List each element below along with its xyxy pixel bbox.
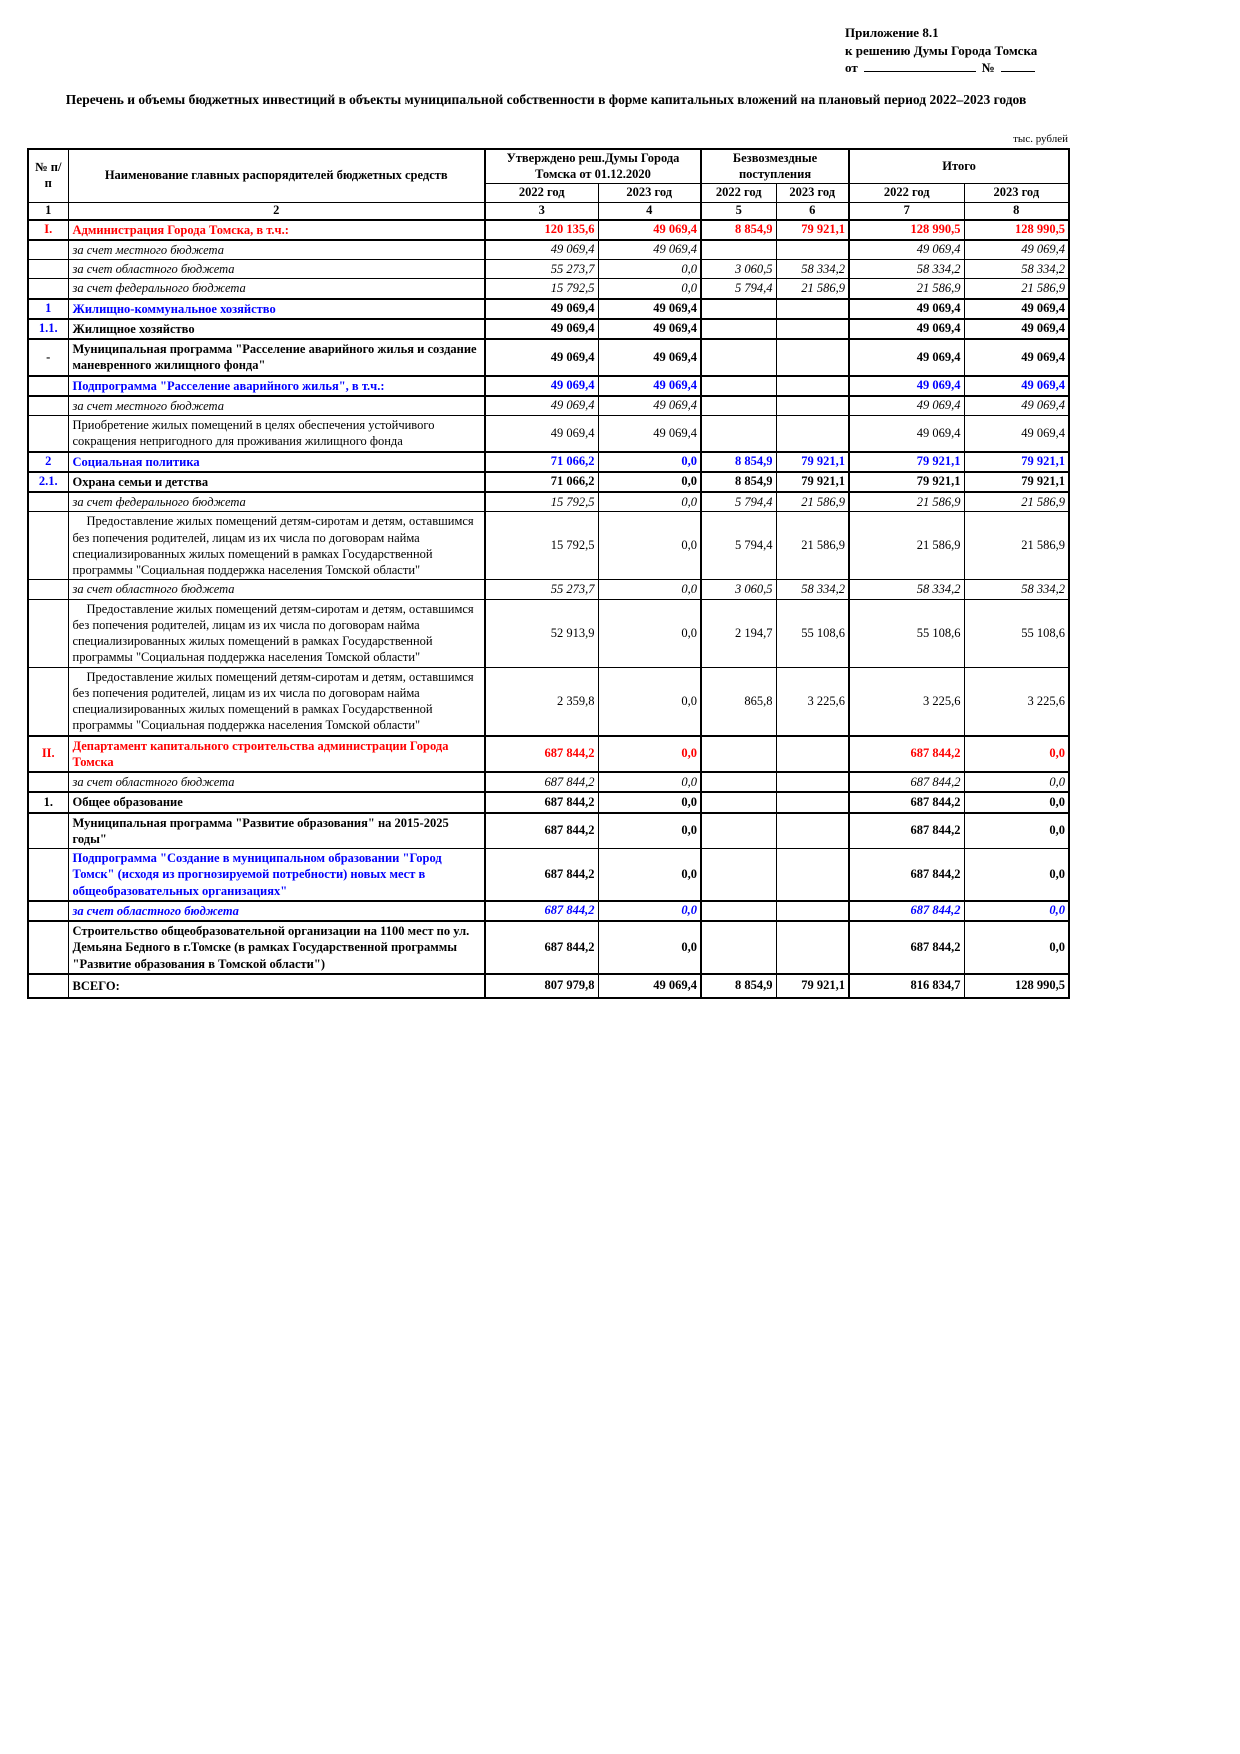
value-cell: 49 069,4 xyxy=(964,339,1069,376)
value-cell: 0,0 xyxy=(598,901,701,921)
value-cell: 0,0 xyxy=(598,772,701,792)
row-number-cell: 1.1. xyxy=(28,319,68,339)
units-note: тыс. рублей xyxy=(1013,133,1068,145)
table-header xyxy=(28,149,1069,220)
value-cell: 687 844,2 xyxy=(485,849,598,901)
value-cell: 79 921,1 xyxy=(776,974,849,998)
value-cell: 0,0 xyxy=(964,772,1069,792)
budget-investments-table xyxy=(27,148,1070,999)
table-row xyxy=(28,260,1069,279)
value-cell: 5 794,4 xyxy=(701,279,776,299)
value-cell: 687 844,2 xyxy=(485,736,598,773)
value-cell xyxy=(701,240,776,260)
value-cell: 15 792,5 xyxy=(485,512,598,580)
row-name-cell: за счет федерального бюджета xyxy=(68,492,485,512)
header-year: 2023 год xyxy=(776,184,849,203)
from-label: от xyxy=(845,60,858,76)
value-cell xyxy=(701,339,776,376)
table-row xyxy=(28,416,1069,452)
value-cell: 687 844,2 xyxy=(485,792,598,812)
header-col-num: № п/п xyxy=(28,149,68,202)
value-cell: 21 586,9 xyxy=(964,512,1069,580)
row-number-cell xyxy=(28,901,68,921)
value-cell: 49 069,4 xyxy=(485,396,598,416)
value-cell: 79 921,1 xyxy=(776,472,849,492)
value-cell: 687 844,2 xyxy=(485,921,598,974)
value-cell: 687 844,2 xyxy=(849,772,964,792)
value-cell: 687 844,2 xyxy=(485,901,598,921)
value-cell: 0,0 xyxy=(598,279,701,299)
value-cell: 128 990,5 xyxy=(964,220,1069,240)
row-number-cell xyxy=(28,599,68,667)
value-cell xyxy=(701,813,776,849)
value-cell: 0,0 xyxy=(598,792,701,812)
value-cell: 0,0 xyxy=(598,849,701,901)
value-cell: 49 069,4 xyxy=(485,240,598,260)
row-name-cell: Социальная политика xyxy=(68,452,485,472)
value-cell: 55 273,7 xyxy=(485,580,598,599)
value-cell: 58 334,2 xyxy=(849,580,964,599)
header-year: 2023 год xyxy=(598,184,701,203)
row-name-cell: Приобретение жилых помещений в целях обеспечения устойчивого сокращения непригодного для проживания жилищного фонда xyxy=(68,416,485,452)
value-cell: 49 069,4 xyxy=(964,240,1069,260)
value-cell: 49 069,4 xyxy=(849,299,964,319)
value-cell: 0,0 xyxy=(598,452,701,472)
column-number: 7 xyxy=(849,202,964,219)
value-cell: 49 069,4 xyxy=(485,376,598,396)
value-cell: 0,0 xyxy=(598,512,701,580)
value-cell: 865,8 xyxy=(701,667,776,736)
value-cell: 49 069,4 xyxy=(485,416,598,452)
column-number: 5 xyxy=(701,202,776,219)
value-cell: 71 066,2 xyxy=(485,452,598,472)
value-cell xyxy=(776,299,849,319)
value-cell xyxy=(701,792,776,812)
value-cell: 55 108,6 xyxy=(964,599,1069,667)
row-name-cell: Охрана семьи и детства xyxy=(68,472,485,492)
header-col-name: Наименование главных распорядителей бюджетных средств xyxy=(68,149,485,202)
table-row xyxy=(28,974,1069,998)
row-name-cell: Муниципальная программа "Расселение аварийного жилья и создание маневренного жилищного фонда" xyxy=(68,339,485,376)
value-cell: 687 844,2 xyxy=(849,921,964,974)
value-cell xyxy=(701,921,776,974)
row-name-cell: за счет областного бюджета xyxy=(68,260,485,279)
value-cell: 5 794,4 xyxy=(701,512,776,580)
row-name-cell: Департамент капитального строительства администрации Города Томска xyxy=(68,736,485,773)
row-name-cell: Жилищно-коммунальное хозяйство xyxy=(68,299,485,319)
column-number: 8 xyxy=(964,202,1069,219)
value-cell: 49 069,4 xyxy=(849,319,964,339)
row-number-cell xyxy=(28,772,68,792)
value-cell: 55 273,7 xyxy=(485,260,598,279)
row-name-cell: Муниципальная программа "Развитие образования" на 2015-2025 годы" xyxy=(68,813,485,849)
value-cell: 49 069,4 xyxy=(598,319,701,339)
row-number-cell xyxy=(28,396,68,416)
value-cell: 49 069,4 xyxy=(849,376,964,396)
row-number-cell xyxy=(28,667,68,736)
value-cell: 79 921,1 xyxy=(964,452,1069,472)
value-cell: 79 921,1 xyxy=(964,472,1069,492)
table-row xyxy=(28,901,1069,921)
value-cell xyxy=(701,376,776,396)
header-group-total: Итого xyxy=(849,149,1069,184)
row-name-cell: Администрация Города Томска, в т.ч.: xyxy=(68,220,485,240)
header-year: 2023 год xyxy=(964,184,1069,203)
row-name-cell: за счет местного бюджета xyxy=(68,396,485,416)
row-name-cell: Предоставление жилых помещений детям-сиротам и детям, оставшимся без попечения родителей, лицам из их числа по договорам найма специализированных жилых помещений в рамках Государственной программы "Социальная поддержка населения Томской области" xyxy=(68,599,485,667)
value-cell: 55 108,6 xyxy=(776,599,849,667)
row-number-cell xyxy=(28,376,68,396)
row-number-cell xyxy=(28,512,68,580)
value-cell xyxy=(701,416,776,452)
value-cell: 807 979,8 xyxy=(485,974,598,998)
value-cell: 49 069,4 xyxy=(485,299,598,319)
row-name-cell: за счет федерального бюджета xyxy=(68,279,485,299)
row-number-cell xyxy=(28,240,68,260)
table-row xyxy=(28,452,1069,472)
value-cell: 58 334,2 xyxy=(849,260,964,279)
value-cell: 2 359,8 xyxy=(485,667,598,736)
value-cell: 79 921,1 xyxy=(849,472,964,492)
header-year: 2022 год xyxy=(849,184,964,203)
row-number-cell xyxy=(28,416,68,452)
row-number-cell xyxy=(28,580,68,599)
value-cell: 687 844,2 xyxy=(849,792,964,812)
value-cell: 687 844,2 xyxy=(485,813,598,849)
value-cell: 49 069,4 xyxy=(964,299,1069,319)
value-cell: 120 135,6 xyxy=(485,220,598,240)
value-cell: 687 844,2 xyxy=(849,849,964,901)
value-cell: 3 225,6 xyxy=(776,667,849,736)
value-cell: 21 586,9 xyxy=(849,492,964,512)
value-cell: 0,0 xyxy=(598,813,701,849)
row-name-cell: за счет областного бюджета xyxy=(68,901,485,921)
row-number-cell: 1. xyxy=(28,792,68,812)
value-cell: 21 586,9 xyxy=(964,279,1069,299)
date-blank-line xyxy=(864,59,976,72)
value-cell xyxy=(776,339,849,376)
value-cell: 49 069,4 xyxy=(598,299,701,319)
value-cell xyxy=(701,849,776,901)
table-row xyxy=(28,472,1069,492)
row-number-cell: II. xyxy=(28,736,68,773)
column-number: 6 xyxy=(776,202,849,219)
table-row xyxy=(28,396,1069,416)
value-cell xyxy=(776,849,849,901)
header-year: 2022 год xyxy=(485,184,598,203)
value-cell: 21 586,9 xyxy=(776,279,849,299)
value-cell: 8 854,9 xyxy=(701,452,776,472)
column-number: 4 xyxy=(598,202,701,219)
table-row xyxy=(28,376,1069,396)
row-number-cell: 2.1. xyxy=(28,472,68,492)
appendix-block xyxy=(845,24,1037,77)
value-cell: 49 069,4 xyxy=(598,240,701,260)
value-cell: 128 990,5 xyxy=(964,974,1069,998)
value-cell: 21 586,9 xyxy=(849,279,964,299)
row-number-cell xyxy=(28,974,68,998)
appendix-line3 xyxy=(845,59,1037,77)
value-cell: 2 194,7 xyxy=(701,599,776,667)
row-number-cell: I. xyxy=(28,220,68,240)
row-number-cell xyxy=(28,492,68,512)
table-row xyxy=(28,339,1069,376)
value-cell: 49 069,4 xyxy=(849,240,964,260)
value-cell: 49 069,4 xyxy=(598,376,701,396)
value-cell: 0,0 xyxy=(598,736,701,773)
row-name-cell: за счет местного бюджета xyxy=(68,240,485,260)
table-row xyxy=(28,772,1069,792)
value-cell: 816 834,7 xyxy=(849,974,964,998)
row-name-cell: ВСЕГО: xyxy=(68,974,485,998)
table-row xyxy=(28,921,1069,974)
value-cell: 0,0 xyxy=(598,667,701,736)
table-row xyxy=(28,813,1069,849)
value-cell: 0,0 xyxy=(598,472,701,492)
header-group-gratuitous: Безвозмездные поступления xyxy=(701,149,849,184)
table-row xyxy=(28,667,1069,736)
value-cell: 79 921,1 xyxy=(776,452,849,472)
table-row xyxy=(28,279,1069,299)
value-cell: 49 069,4 xyxy=(964,319,1069,339)
value-cell: 3 225,6 xyxy=(849,667,964,736)
row-number-cell xyxy=(28,921,68,974)
page-title: Перечень и объемы бюджетных инвестиций в объекты муниципальной собственности в форме капитальных вложений на плановый период 2022–2023 годов xyxy=(65,92,1027,107)
value-cell xyxy=(776,901,849,921)
column-number: 1 xyxy=(28,202,68,219)
header-group-approved: Утверждено реш.Думы Города Томска от 01.12.2020 xyxy=(485,149,701,184)
table-row xyxy=(28,220,1069,240)
value-cell: 0,0 xyxy=(964,813,1069,849)
value-cell: 0,0 xyxy=(598,260,701,279)
value-cell: 55 108,6 xyxy=(849,599,964,667)
value-cell: 0,0 xyxy=(598,492,701,512)
value-cell: 3 060,5 xyxy=(701,260,776,279)
row-name-cell: за счет областного бюджета xyxy=(68,772,485,792)
value-cell xyxy=(776,921,849,974)
value-cell: 0,0 xyxy=(598,580,701,599)
value-cell xyxy=(701,772,776,792)
value-cell: 49 069,4 xyxy=(849,396,964,416)
table-row xyxy=(28,849,1069,901)
table-row xyxy=(28,240,1069,260)
value-cell: 71 066,2 xyxy=(485,472,598,492)
value-cell: 0,0 xyxy=(598,921,701,974)
table-row xyxy=(28,792,1069,812)
value-cell: 49 069,4 xyxy=(598,220,701,240)
value-cell xyxy=(776,319,849,339)
value-cell: 687 844,2 xyxy=(849,736,964,773)
row-name-cell: Предоставление жилых помещений детям-сиротам и детям, оставшимся без попечения родителей, лицам из их числа по договорам найма специализированных жилых помещений в рамках Государственной программы "Социальная поддержка населения Томской области" xyxy=(68,512,485,580)
value-cell: 58 334,2 xyxy=(964,260,1069,279)
value-cell: 687 844,2 xyxy=(849,813,964,849)
value-cell: 52 913,9 xyxy=(485,599,598,667)
row-name-cell: за счет областного бюджета xyxy=(68,580,485,599)
row-number-cell: 2 xyxy=(28,452,68,472)
value-cell: 21 586,9 xyxy=(776,512,849,580)
value-cell: 0,0 xyxy=(964,849,1069,901)
row-name-cell: Подпрограмма "Расселение аварийного жилья", в т.ч.: xyxy=(68,376,485,396)
value-cell: 0,0 xyxy=(964,901,1069,921)
value-cell: 49 069,4 xyxy=(964,396,1069,416)
value-cell: 0,0 xyxy=(964,792,1069,812)
row-name-cell: Жилищное хозяйство xyxy=(68,319,485,339)
value-cell: 21 586,9 xyxy=(849,512,964,580)
row-name-cell: Строительство общеобразовательной организации на 1100 мест по ул. Демьяна Бедного в г.Томске (в рамках Государственной программы "Развитие образования в Томской области") xyxy=(68,921,485,974)
value-cell: 0,0 xyxy=(598,599,701,667)
row-number-cell xyxy=(28,813,68,849)
value-cell xyxy=(701,299,776,319)
table-row xyxy=(28,512,1069,580)
value-cell: 5 794,4 xyxy=(701,492,776,512)
table-row xyxy=(28,319,1069,339)
value-cell: 687 844,2 xyxy=(485,772,598,792)
value-cell: 49 069,4 xyxy=(964,376,1069,396)
value-cell: 128 990,5 xyxy=(849,220,964,240)
row-number-cell: - xyxy=(28,339,68,376)
value-cell: 49 069,4 xyxy=(598,974,701,998)
value-cell: 49 069,4 xyxy=(598,339,701,376)
value-cell xyxy=(776,813,849,849)
value-cell: 15 792,5 xyxy=(485,492,598,512)
value-cell xyxy=(776,736,849,773)
value-cell: 0,0 xyxy=(964,921,1069,974)
value-cell: 49 069,4 xyxy=(485,319,598,339)
value-cell: 58 334,2 xyxy=(776,580,849,599)
row-number-cell xyxy=(28,279,68,299)
table-body xyxy=(28,220,1069,999)
value-cell: 15 792,5 xyxy=(485,279,598,299)
value-cell: 58 334,2 xyxy=(964,580,1069,599)
value-cell: 3 060,5 xyxy=(701,580,776,599)
value-cell: 8 854,9 xyxy=(701,974,776,998)
table-row xyxy=(28,299,1069,319)
row-name-cell: Подпрограмма "Создание в муниципальном образовании "Город Томск" (исходя из прогнозируемой потребности) новых мест в общеобразовательных организациях" xyxy=(68,849,485,901)
value-cell xyxy=(701,396,776,416)
value-cell: 58 334,2 xyxy=(776,260,849,279)
value-cell: 79 921,1 xyxy=(849,452,964,472)
value-cell xyxy=(701,901,776,921)
value-cell: 79 921,1 xyxy=(776,220,849,240)
column-number: 2 xyxy=(68,202,485,219)
value-cell: 3 225,6 xyxy=(964,667,1069,736)
table-row xyxy=(28,492,1069,512)
column-number: 3 xyxy=(485,202,598,219)
value-cell xyxy=(776,416,849,452)
row-number-cell xyxy=(28,260,68,279)
appendix-line1: Приложение 8.1 xyxy=(845,25,939,40)
value-cell: 21 586,9 xyxy=(776,492,849,512)
table-row xyxy=(28,599,1069,667)
row-number-cell xyxy=(28,849,68,901)
value-cell xyxy=(701,319,776,339)
number-blank-line xyxy=(1001,59,1035,72)
appendix-line2: к решению Думы Города Томска xyxy=(845,42,1038,58)
value-cell xyxy=(776,792,849,812)
value-cell: 49 069,4 xyxy=(964,416,1069,452)
value-cell: 21 586,9 xyxy=(964,492,1069,512)
value-cell xyxy=(776,240,849,260)
number-label: № xyxy=(981,60,995,76)
value-cell xyxy=(776,772,849,792)
value-cell xyxy=(776,376,849,396)
value-cell: 49 069,4 xyxy=(598,416,701,452)
value-cell: 49 069,4 xyxy=(598,396,701,416)
row-name-cell: Предоставление жилых помещений детям-сиротам и детям, оставшимся без попечения родителей, лицам из их числа по договорам найма специализированных жилых помещений в рамках Государственной программы "Социальная поддержка населения Томской области" xyxy=(68,667,485,736)
value-cell xyxy=(776,396,849,416)
value-cell: 0,0 xyxy=(964,736,1069,773)
header-year: 2022 год xyxy=(701,184,776,203)
row-name-cell: Общее образование xyxy=(68,792,485,812)
value-cell: 8 854,9 xyxy=(701,472,776,492)
value-cell: 49 069,4 xyxy=(849,416,964,452)
value-cell: 49 069,4 xyxy=(849,339,964,376)
value-cell: 8 854,9 xyxy=(701,220,776,240)
value-cell xyxy=(701,736,776,773)
value-cell: 49 069,4 xyxy=(485,339,598,376)
row-number-cell: 1 xyxy=(28,299,68,319)
table-row xyxy=(28,736,1069,773)
value-cell: 687 844,2 xyxy=(849,901,964,921)
table-row xyxy=(28,580,1069,599)
